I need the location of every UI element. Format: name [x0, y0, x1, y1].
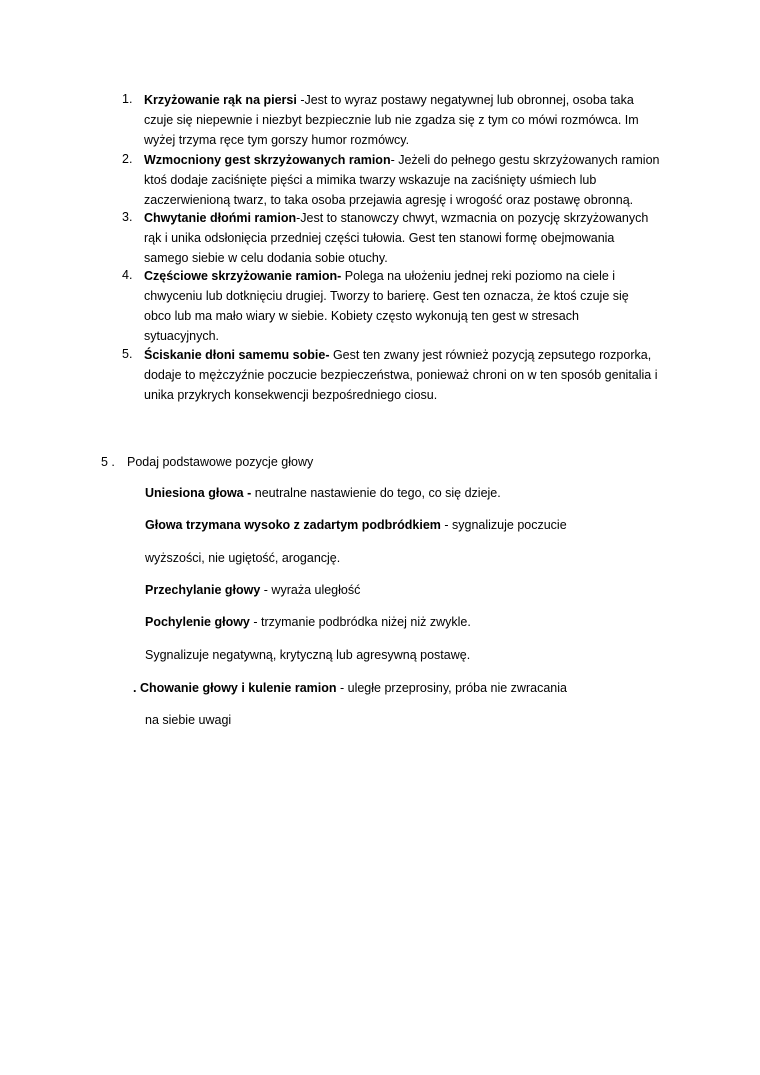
- list-line: [144, 150, 659, 170]
- list-line: [144, 365, 658, 385]
- list-bold-term: Częściowe skrzyżowanie ramion-: [144, 269, 342, 283]
- list-bold-term: Chwytanie dłońmi ramion: [144, 211, 297, 225]
- head-position-entry: [145, 548, 340, 568]
- list-text: -Jest to wyraz postawy negatywnej lub obronnej, osoba taka: [296, 93, 634, 107]
- entry-bold-term: Głowa trzymana wysoko z zadartym podbródkiem: [145, 518, 441, 532]
- entry-text: Sygnalizuje negatywną, krytyczną lub agresywną postawę.: [145, 648, 471, 662]
- list-text: -Jest to stanowczy chwyt, wzmacnia on pozycję skrzyżowanych: [296, 211, 649, 225]
- entry-bold-term: . Chowanie głowy i kulenie ramion: [133, 681, 337, 695]
- list-text: obco lub ma mało wiary w siebie. Kobiety często wykonują ten gest w stresach: [144, 309, 579, 323]
- list-text: - Jeżeli do pełnego gestu skrzyżowanych ramion: [390, 153, 660, 167]
- list-text: Gest ten zwany jest również pozycją zepsutego rozporka,: [329, 348, 652, 362]
- list-text: samego siebie w celu dodania sobie otuchy.: [144, 251, 388, 265]
- head-position-entry: [145, 580, 360, 600]
- list-text: Polega na ułożeniu jednej reki poziomo na ciele i: [341, 269, 616, 283]
- list-number: 2.: [122, 152, 133, 166]
- list-line: [144, 110, 639, 130]
- list-line: [144, 170, 596, 190]
- list-line: [144, 228, 614, 248]
- list-bold-term: Wzmocniony gest skrzyżowanych ramion: [144, 153, 391, 167]
- list-text: unika przykrych konsekwencji bezpośredniego ciosu.: [144, 388, 438, 402]
- list-number: 5.: [122, 347, 133, 361]
- entry-text: - trzymanie podbródka niżej niż zwykle.: [249, 615, 471, 629]
- entry-text: - wyraża uległość: [260, 583, 361, 597]
- entry-text: - uległe przeprosiny, próba nie zwracania: [336, 681, 567, 695]
- list-line: [144, 190, 633, 210]
- head-position-entry: [133, 678, 567, 698]
- entry-text: neutralne nastawienie do tego, co się dzieje.: [251, 486, 501, 500]
- list-number: 3.: [122, 210, 133, 224]
- list-text: chwyceniu lub dotknięciu drugiej. Tworzy to barierę. Gest ten oznacza, że ktoś czuje się: [144, 289, 629, 303]
- list-line: [144, 306, 579, 326]
- list-text: wyżej trzyma ręce tym gorszy humor rozmówcy.: [144, 133, 410, 147]
- list-text: sytuacyjnych.: [144, 329, 220, 343]
- entry-text: na siebie uwagi: [145, 713, 232, 727]
- entry-text: wyższości, nie ugiętość, arogancję.: [145, 551, 341, 565]
- list-bold-term: Ściskanie dłoni samemu sobie-: [144, 348, 330, 362]
- question-text: Podaj podstawowe pozycje głowy: [127, 455, 314, 469]
- head-position-entry: [145, 710, 231, 730]
- list-line: [144, 345, 651, 365]
- list-line: [144, 286, 629, 306]
- head-position-entry: [145, 645, 470, 665]
- list-number: 4.: [122, 268, 133, 282]
- list-text: dodaje to mężczyźnie poczucie bezpieczeństwa, ponieważ chroni on w ten sposób genitalia i: [144, 368, 658, 382]
- list-bold-term: Krzyżowanie rąk na piersi: [144, 93, 297, 107]
- list-line: [144, 248, 388, 268]
- list-text: ktoś dodaje zaciśnięte pięści a mimika twarzy wskazuje na zaciśnięty uśmiech lub: [144, 173, 597, 187]
- head-position-entry: [145, 483, 501, 503]
- list-line: [144, 130, 409, 150]
- entry-bold-term: Uniesiona głowa -: [145, 486, 252, 500]
- entry-text: - sygnalizuje poczucie: [440, 518, 567, 532]
- list-line: [144, 385, 437, 405]
- list-number: 1.: [122, 92, 133, 106]
- list-text: czuje się niepewnie i niezbyt bezpiecznie lub nie zgadza się z tym co mówi rozmówca. Im: [144, 113, 639, 127]
- list-text: zaczerwienioną twarz, to taka osoba przejawia agresję i wrogość oraz postawę obronną.: [144, 193, 634, 207]
- list-text: rąk i unika odsłonięcia przedniej części tułowia. Gest ten stanowi formę obejmowania: [144, 231, 615, 245]
- question-number: 5 .: [101, 455, 115, 469]
- list-line: [144, 208, 648, 228]
- list-line: [144, 326, 219, 346]
- list-line: [144, 266, 615, 286]
- entry-bold-term: Przechylanie głowy: [145, 583, 261, 597]
- list-line: [144, 90, 634, 110]
- head-position-entry: [145, 515, 567, 535]
- entry-bold-term: Pochylenie głowy: [145, 615, 250, 629]
- head-position-entry: [145, 612, 471, 632]
